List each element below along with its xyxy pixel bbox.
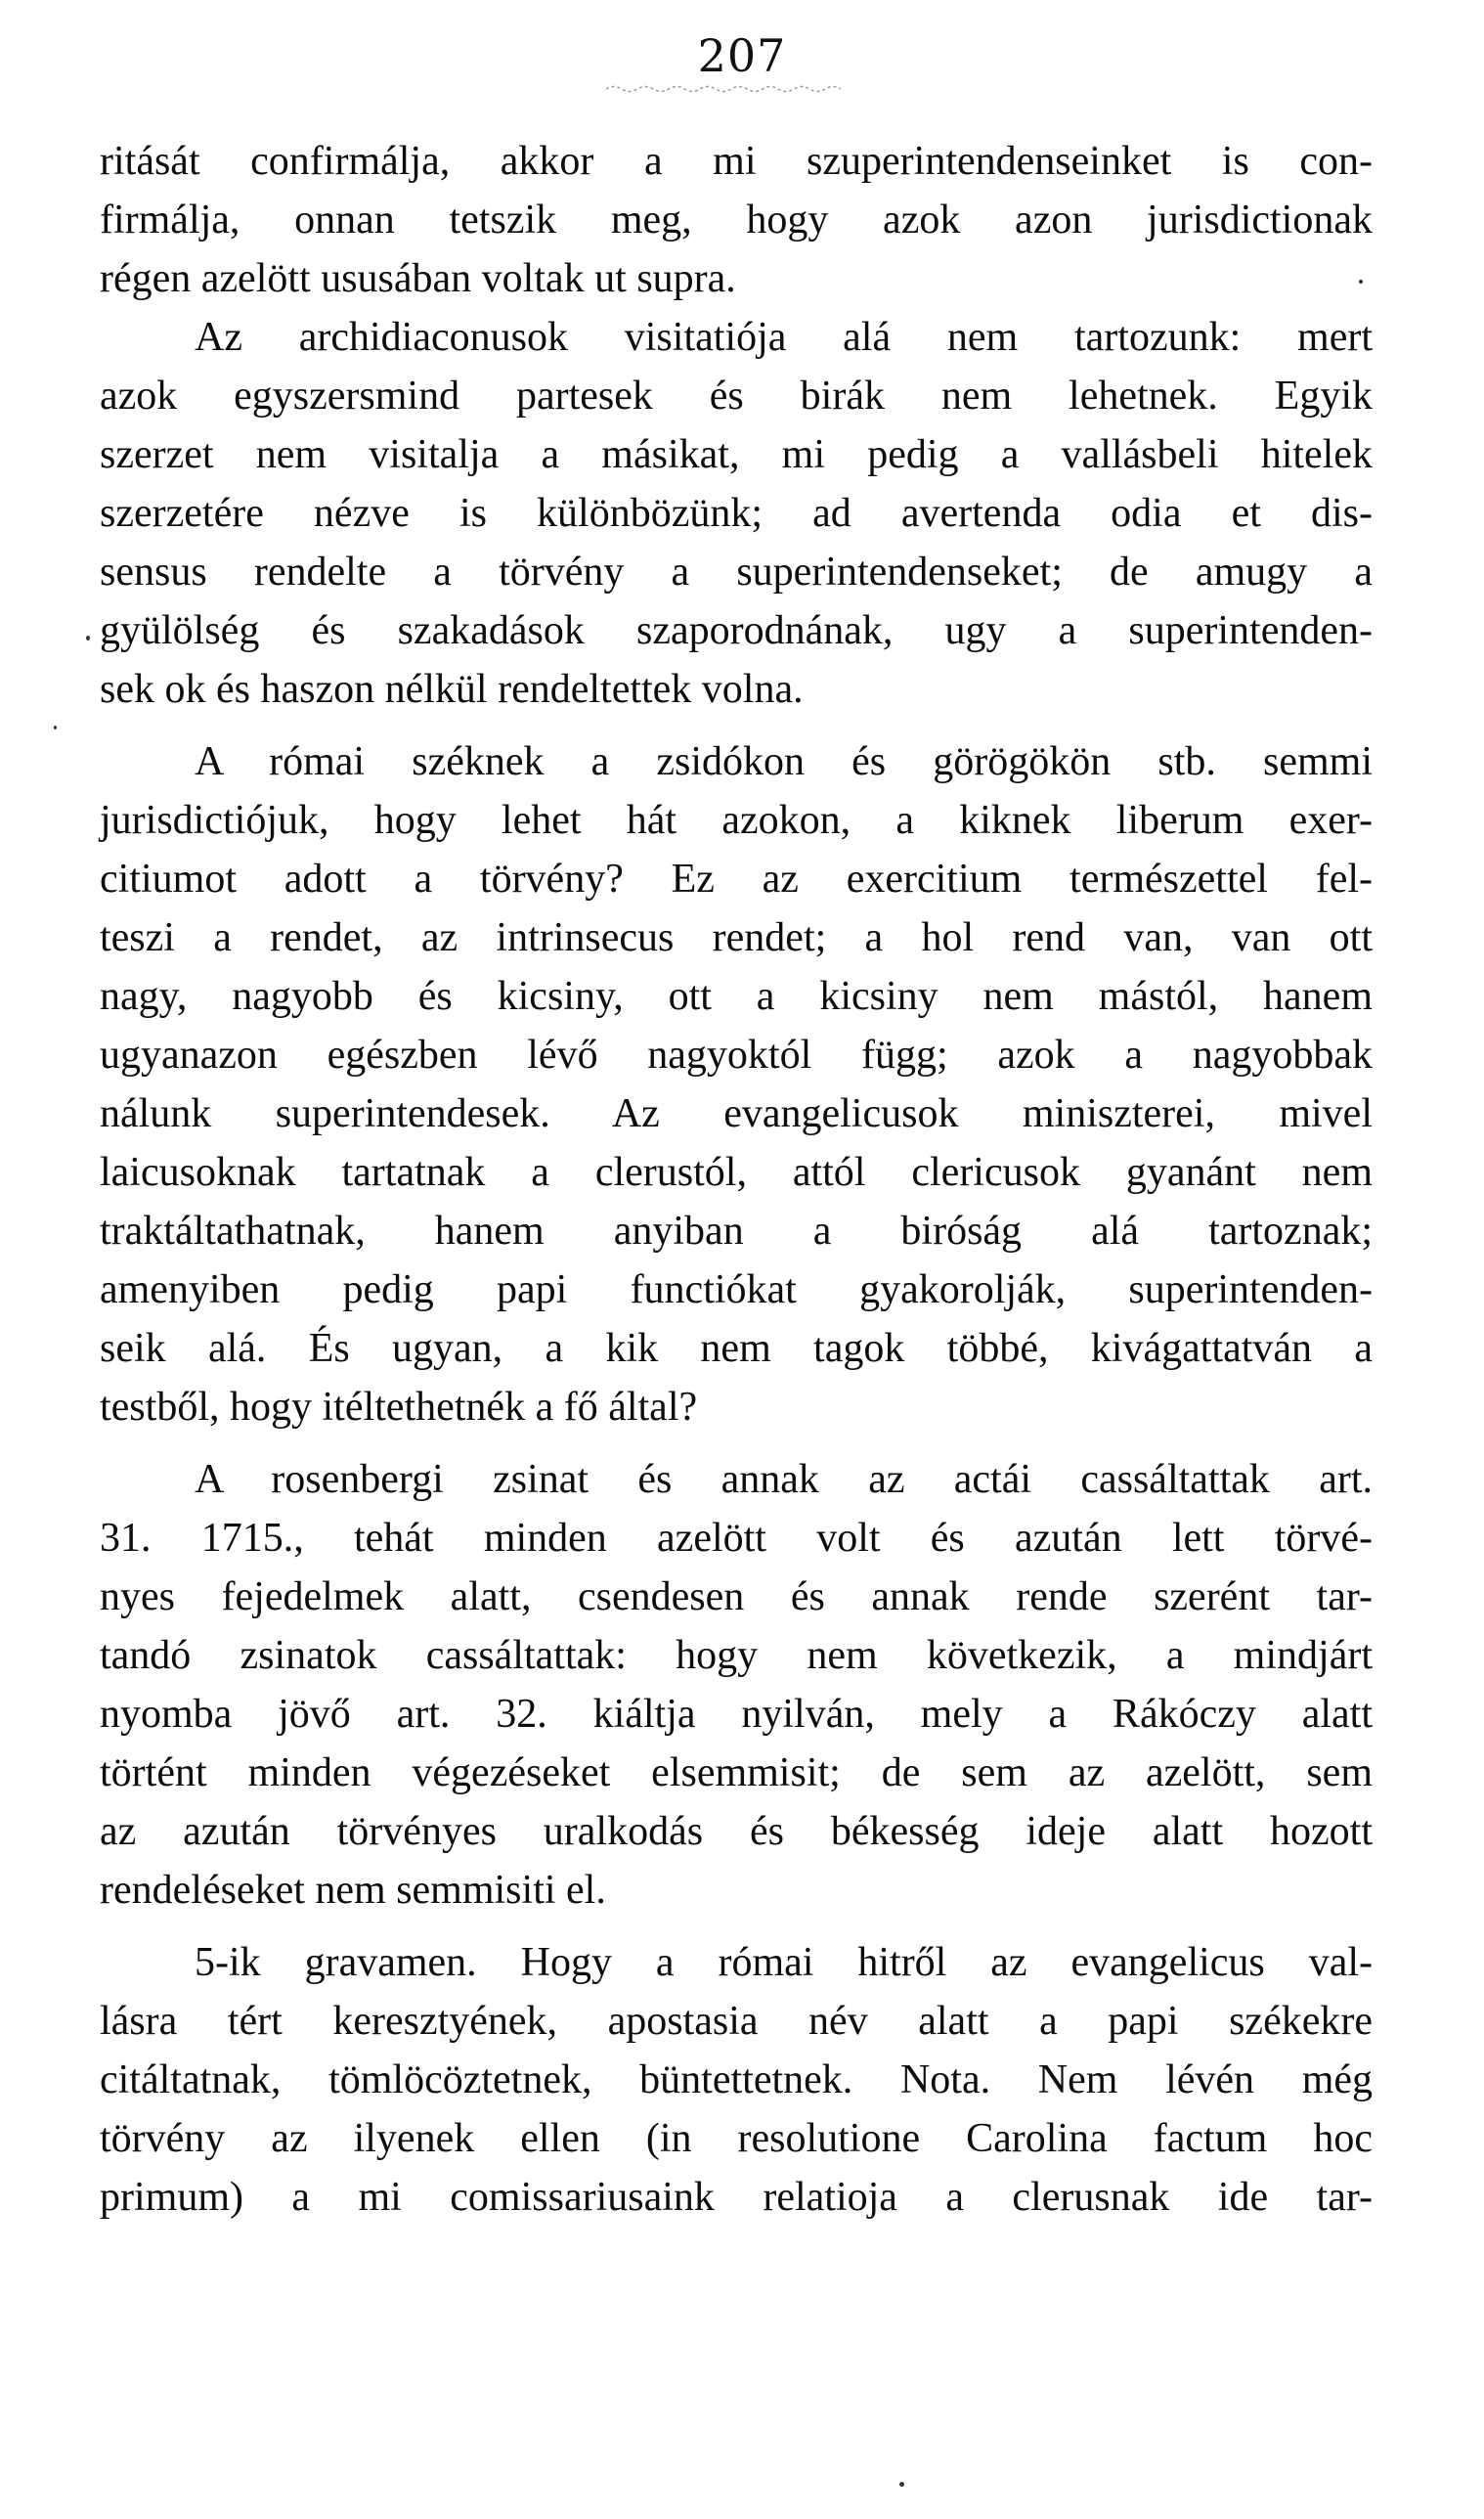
header-ornament <box>606 82 851 96</box>
text-line: A rosenbergi zsinat és annak az actái cassáltattak art. <box>195 1457 1373 1502</box>
text-line: nagy, nagyobb és kicsiny, ott a kicsiny nem mástól, hanem <box>100 974 1373 1019</box>
text-line: citiumot adott a törvény? Ez az exercitium természettel fel- <box>100 857 1373 902</box>
paper-speck <box>899 2482 904 2487</box>
paper-speck <box>86 636 90 641</box>
page-number: 207 <box>697 29 787 82</box>
text-line: amenyiben pedig papi functiókat gyakorolják, superintenden- <box>100 1267 1373 1312</box>
text-line: nyomba jövő art. 32. kiáltja nyilván, mely a Rákóczy alatt <box>100 1692 1373 1737</box>
text-line: az azután törvényes uralkodás és békesség ideje alatt hozott <box>100 1809 1373 1854</box>
text-line: lásra tért keresztyének, apostasia név alatt a papi székekre <box>100 1999 1373 2044</box>
text-line: 5-ik gravamen. Hogy a római hitről az evangelicus val- <box>195 1940 1373 1985</box>
text-line: Az archidiaconusok visitatiója alá nem tartozunk: mert <box>195 315 1373 360</box>
text-line: traktáltathatnak, hanem anyiban a biróság alá tartoznak; <box>100 1209 1373 1254</box>
text-line: sek ok és haszon nélkül rendeltettek volna. <box>100 667 804 712</box>
text-line: rendeléseket nem semmisiti el. <box>100 1868 606 1913</box>
text-line: jurisdictiójuk, hogy lehet hát azokon, a kiknek liberum exer- <box>100 798 1373 843</box>
text-line: azok egyszersmind partesek és birák nem lehetnek. Egyik <box>100 374 1373 419</box>
text-line: sensus rendelte a törvény a superintendenseket; de amugy a <box>100 550 1373 595</box>
text-line: citáltatnak, tömlöcöztetnek, büntettetnek. Nota. Nem lévén még <box>100 2057 1373 2102</box>
text-line: seik alá. És ugyan, a kik nem tagok többé, kivágattatván a <box>100 1326 1373 1371</box>
paragraph-1 <box>100 132 1373 308</box>
paper-speck <box>1359 280 1363 284</box>
paragraph-5 <box>100 1933 1373 2227</box>
paragraph-4 <box>100 1450 1373 1920</box>
text-line: ugyanazon egészben lévő nagyoktól függ; azok a nagyobbak <box>100 1033 1373 1078</box>
text-line: törvény az ilyenek ellen (in resolutione Carolina factum hoc <box>100 2116 1373 2161</box>
text-line: szerzet nem visitalja a másikat, mi pedig a vallásbeli hitelek <box>100 432 1373 477</box>
text-line: A római széknek a zsidókon és görögökön stb. semmi <box>195 739 1373 784</box>
text-line: szerzetére nézve is különbözünk; ad avertenda odia et dis- <box>100 491 1373 536</box>
text-line: 31. 1715., tehát minden azelött volt és azután lett törvé- <box>100 1516 1373 1561</box>
text-line: ritását confirmálja, akkor a mi szuperintendenseinket is con- <box>100 139 1373 184</box>
text-line: laicusoknak tartatnak a clerustól, attól clericusok gyanánt nem <box>100 1150 1373 1195</box>
text-line: gyülölség és szakadások szaporodnának, ugy a superintenden- <box>100 608 1373 653</box>
paper-speck <box>54 726 57 729</box>
paragraph-2 <box>100 308 1373 719</box>
text-line: firmálja, onnan tetszik meg, hogy azok azon jurisdictionak <box>100 198 1373 243</box>
text-line: testből, hogy itéltethetnék a fő által? <box>100 1385 698 1430</box>
text-line: teszi a rendet, az intrinsecus rendet; a hol rend van, van ott <box>100 915 1373 960</box>
paragraph-3 <box>100 732 1373 1436</box>
text-line: nálunk superintendesek. Az evangelicusok miniszterei, mivel <box>100 1091 1373 1136</box>
text-line: tandó zsinatok cassáltattak: hogy nem következik, a mindjárt <box>100 1633 1373 1678</box>
text-line: nyes fejedelmek alatt, csendesen és annak rende szerént tar- <box>100 1574 1373 1619</box>
text-line: régen azelött ususában voltak ut supra. <box>100 256 736 301</box>
body-text <box>100 132 1373 2227</box>
text-line: történt minden végezéseket elsemmisit; de sem az azelött, sem <box>100 1750 1373 1795</box>
text-line: primum) a mi comissariusaink relatioja a clerusnak ide tar- <box>100 2175 1373 2220</box>
